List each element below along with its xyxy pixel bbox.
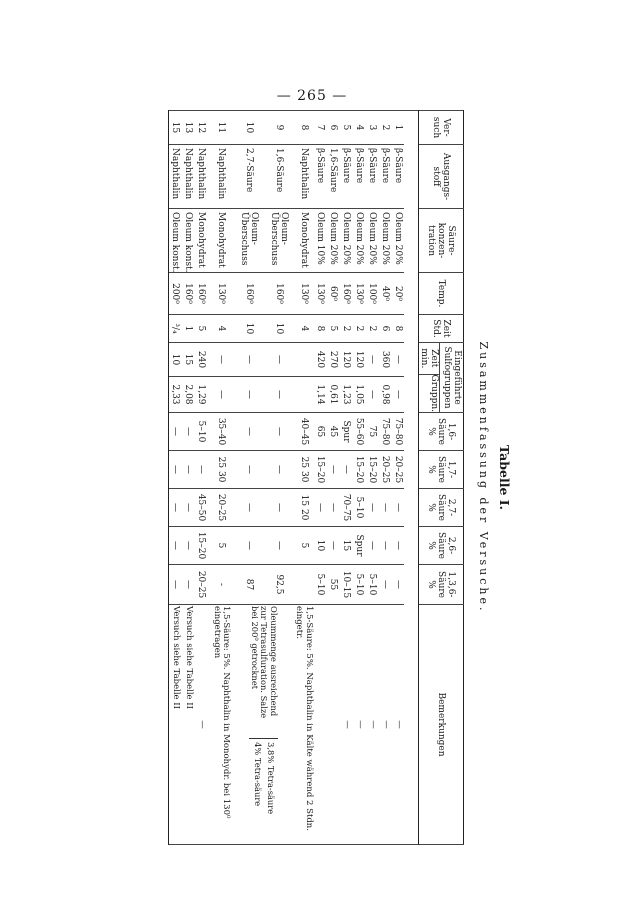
cell-nr: 12 <box>195 111 208 145</box>
cell-bem: — <box>365 605 378 845</box>
cell-grp: 0,98 <box>378 377 391 413</box>
cell-zmin: 10 <box>168 343 182 377</box>
cell-grp <box>294 377 314 413</box>
cell-bem: — <box>391 605 404 845</box>
cell-stoff: 1,6-Säure <box>264 145 294 209</box>
cell-s26: — <box>182 527 195 565</box>
cell-konz: Oleum konst. <box>182 209 195 273</box>
cell-nr: 15 <box>168 111 182 145</box>
cell-nr: 9 <box>264 111 294 145</box>
header-eingefuehrte <box>418 343 463 413</box>
cell-s26: — <box>168 527 182 565</box>
cell-zmin: 15 <box>182 343 195 377</box>
table-row <box>264 111 294 845</box>
cell-konz: Monohydrat <box>195 209 208 273</box>
cell-konz: Oleum 20% <box>391 209 404 273</box>
cell-s17: — <box>182 451 195 489</box>
cell-s16: 75–80 <box>391 413 404 451</box>
bem-right-bottom: 4% Tetra-säure <box>252 742 263 807</box>
cell-s16: 40–45 <box>294 413 314 451</box>
cell-s26: 5 <box>294 527 314 565</box>
cell-s16: 75–80 <box>378 413 391 451</box>
cell-temp: 60⁰ <box>326 273 339 315</box>
cell-s26: 5 <box>208 527 234 565</box>
cell-temp: 160⁰ <box>195 273 208 315</box>
cell-s16: Spur <box>339 413 352 451</box>
table-row <box>339 111 352 845</box>
cell-zeit: ³/₄ <box>168 315 182 343</box>
cell-temp: 130⁰ <box>208 273 234 315</box>
bem-brace <box>249 738 278 739</box>
cell-stoff: Naphthalin <box>294 145 314 209</box>
cell-s17: 20–25 <box>391 451 404 489</box>
cell-s17: — <box>168 451 182 489</box>
cell-zeit: 5 <box>326 315 339 343</box>
cell-konz: Oleum 20% <box>352 209 365 273</box>
cell-s26: — <box>365 527 378 565</box>
table-row <box>294 111 314 845</box>
cell-zeit: 10 <box>264 315 294 343</box>
cell-temp: 200⁰ <box>168 273 182 315</box>
cell-s16: 45 <box>326 413 339 451</box>
cell-s16: 75 <box>365 413 378 451</box>
cell-zmin: — <box>234 343 264 377</box>
cell-s27: — <box>365 489 378 527</box>
header-bemerkungen: Bemerkungen <box>418 605 463 845</box>
header-saeurekonzentration: Säure- konzen- tration <box>418 209 463 273</box>
cell-s26: — <box>391 527 404 565</box>
cell-temp: 130⁰ <box>294 273 314 315</box>
cell-temp: 160⁰ <box>234 273 264 315</box>
cell-zmin: 120 <box>339 343 352 377</box>
cell-temp: 130⁰ <box>352 273 365 315</box>
cell-s136: 5–10 <box>313 565 326 605</box>
cell-nr: 1 <box>391 111 404 145</box>
header-s17: 1,7- Säure % <box>418 451 463 489</box>
cell-grp: — <box>365 377 378 413</box>
cell-s26: 15–20 <box>195 527 208 565</box>
cell-s16: 65 <box>313 413 326 451</box>
header-s136: 1,3,6- Säure % <box>418 565 463 605</box>
cell-s136: 87 <box>234 565 264 605</box>
cell-s26: Spur <box>352 527 365 565</box>
cell-zmin: — <box>391 343 404 377</box>
table-row <box>208 111 234 845</box>
cell-grp: — <box>391 377 404 413</box>
table-row <box>391 111 404 845</box>
cell-konz: Oleum konst. <box>168 209 182 273</box>
cell-zeit: 4 <box>294 315 314 343</box>
cell-temp: 100⁰ <box>365 273 378 315</box>
cell-s136: 92,5 <box>264 565 294 605</box>
cell-stoff: β-Säure <box>339 145 352 209</box>
cell-stoff: β-Säure <box>352 145 365 209</box>
table-row <box>313 111 326 845</box>
cell-s26: 10 <box>313 527 326 565</box>
cell-temp: 160⁰ <box>264 273 294 315</box>
table-row <box>195 111 208 845</box>
cell-bem: — <box>352 605 365 845</box>
cell-bem: 1,5-Säure: 5%. Naphthalin in Kälte während 2 Stdn. eingetr. <box>294 605 314 845</box>
cell-bem: 1,5-Säure: 5%. Naphthalin in Monohydr. bei 130⁰ eingetragen <box>208 605 234 845</box>
cell-s17: 15–20 <box>313 451 326 489</box>
cell-zeit: 6 <box>378 315 391 343</box>
cell-bem: Versuch siehe Tabelle II <box>182 605 195 845</box>
cell-temp: 40⁰ <box>378 273 391 315</box>
bem-right-top: 3,8% Tetra-säure <box>266 742 277 815</box>
cell-s26: — <box>264 527 294 565</box>
cell-nr: 8 <box>294 111 314 145</box>
header-temp: Temp. <box>418 273 463 315</box>
cell-s27: — <box>264 489 294 527</box>
cell-konz: Oleum 20% <box>326 209 339 273</box>
cell-zmin: — <box>365 343 378 377</box>
cell-zeit: 4 <box>208 315 234 343</box>
cell-s27: — <box>168 489 182 527</box>
header-zeit: Zeit Std. <box>418 315 463 343</box>
cell-s136: 5–10 <box>352 565 365 605</box>
cell-nr: 5 <box>339 111 352 145</box>
cell-zeit: 8 <box>313 315 326 343</box>
cell-s17: 25 30 <box>208 451 234 489</box>
table-subtitle: Zusammenfassung der Versuche. <box>477 341 490 614</box>
cell-s27: 15 20 <box>294 489 314 527</box>
cell-zeit: 2 <box>365 315 378 343</box>
cell-bem: — <box>378 605 391 845</box>
cell-s17: 25 30 <box>294 451 314 489</box>
cell-s16: 5–10 <box>195 413 208 451</box>
cell-s17: — <box>264 451 294 489</box>
header-eingefuehrte-sub <box>419 343 440 412</box>
cell-stoff: 2,7-Säure <box>234 145 264 209</box>
cell-s136: 20–25 <box>195 565 208 605</box>
header-s26: 2,6- Säure % <box>418 527 463 565</box>
header-zeit-min: Zeit min. <box>418 348 440 369</box>
cell-grp: 2,33 <box>168 377 182 413</box>
cell-s16: — <box>168 413 182 451</box>
cell-nr: 10 <box>234 111 264 145</box>
cell-s136: — <box>182 565 195 605</box>
cell-s26: — <box>326 527 339 565</box>
cell-grp: 1,23 <box>339 377 352 413</box>
cell-konz: Monohydrat <box>208 209 234 273</box>
cell-konz: Oleum- Überschuss <box>264 209 294 273</box>
rotated-table-area <box>150 110 512 845</box>
cell-s136: — <box>391 565 404 605</box>
cell-nr: 11 <box>208 111 234 145</box>
cell-nr: 7 <box>313 111 326 145</box>
cell-s16: — <box>182 413 195 451</box>
table-row <box>404 111 418 845</box>
cell-s27: 5–10 <box>352 489 365 527</box>
cell-bem: — <box>195 605 208 845</box>
header-ausgangsstoff: Ausgangs- stoff <box>418 145 463 209</box>
cell-zeit: 5 <box>195 315 208 343</box>
bem-combined-left: Oleummenge ausreichend zur Tetrasulfuration. Salze bei 200⁰ getrocknet <box>249 606 279 719</box>
cell-s16: — <box>264 413 294 451</box>
cell-nr: 3 <box>365 111 378 145</box>
cell-zeit: 8 <box>391 315 404 343</box>
cell-s17: — <box>195 451 208 489</box>
cell-konz: Oleum- Überschuss <box>234 209 264 273</box>
cell-s27: 45–50 <box>195 489 208 527</box>
table-title: Tabelle I. <box>497 445 512 510</box>
cell-zmin: 420 <box>313 343 326 377</box>
cell-stoff: Naphthalin <box>208 145 234 209</box>
header-s16: 1,6- Säure % <box>418 413 463 451</box>
cell-s27: — <box>234 489 264 527</box>
cell-s17: — <box>326 451 339 489</box>
cell-stoff: Naphthalin <box>168 145 182 209</box>
cell-s27: — <box>313 489 326 527</box>
cell-stoff: β-Säure <box>378 145 391 209</box>
page-number: — 265 — <box>276 88 348 104</box>
cell-stoff: β-Säure <box>365 145 378 209</box>
cell-s26: — <box>234 527 264 565</box>
cell-grp: 2,08 <box>182 377 195 413</box>
bem-combined-right <box>250 742 277 843</box>
cell-grp: — <box>208 377 234 413</box>
cell-temp: 160⁰ <box>182 273 195 315</box>
cell-s27: — <box>378 489 391 527</box>
cell-s136: — <box>168 565 182 605</box>
cell-zmin: — <box>264 343 294 377</box>
table-header-row <box>418 111 463 845</box>
cell-konz: Oleum 10% <box>313 209 326 273</box>
cell-s26: — <box>378 527 391 565</box>
cell-stoff: Naphthalin <box>182 145 195 209</box>
cell-s17: 15–20 <box>365 451 378 489</box>
cell-s17: — <box>234 451 264 489</box>
cell-konz: Oleum 20% <box>378 209 391 273</box>
cell-stoff: β-Säure <box>391 145 404 209</box>
cell-s17: 20–25 <box>378 451 391 489</box>
cell-s136: 10–15 <box>339 565 352 605</box>
cell-nr: 13 <box>182 111 195 145</box>
cell-s27: — <box>391 489 404 527</box>
cell-s27: — <box>182 489 195 527</box>
cell-s16: 35–40 <box>208 413 234 451</box>
cell-nr: 2 <box>378 111 391 145</box>
cell-stoff: β-Säure <box>313 145 326 209</box>
table-row <box>365 111 378 845</box>
cell-grp: — <box>234 377 264 413</box>
cell-zmin <box>294 343 314 377</box>
header-eingefuehrte-label: Eingeführte Sulfogruppen <box>439 343 463 412</box>
cell-zmin: 120 <box>352 343 365 377</box>
cell-konz: Monohydrat <box>294 209 314 273</box>
bem-combined <box>249 606 278 843</box>
data-table <box>168 110 464 845</box>
cell-s27: — <box>326 489 339 527</box>
cell-temp: 160⁰ <box>339 273 352 315</box>
cell-bem: — <box>339 605 352 845</box>
header-versuch: Ver- such <box>418 111 463 145</box>
cell-s27: 70–75 <box>339 489 352 527</box>
table-row <box>352 111 365 845</box>
cell-nr: 6 <box>326 111 339 145</box>
cell-zeit: 2 <box>339 315 352 343</box>
table-row <box>326 111 339 845</box>
cell-zeit: 10 <box>234 315 264 343</box>
cell-nr: 4 <box>352 111 365 145</box>
header-gruppen: Gruppn. <box>419 374 440 412</box>
cell-konz: Oleum 20% <box>339 209 352 273</box>
cell-s27: 20–25 <box>208 489 234 527</box>
cell-grp: 1,14 <box>313 377 326 413</box>
cell-s136: — <box>378 565 391 605</box>
cell-s26: 15 <box>339 527 352 565</box>
cell-zmin: 270 <box>326 343 339 377</box>
cell-s16: 55–60 <box>352 413 365 451</box>
rotated-content <box>150 110 512 845</box>
cell-s136: 55 <box>326 565 339 605</box>
cell-grp: 1,29 <box>195 377 208 413</box>
table-row <box>168 111 182 845</box>
cell-bem <box>313 605 326 845</box>
cell-zmin: — <box>208 343 234 377</box>
cell-s136 <box>294 565 314 605</box>
cell-grp: 0,61 <box>326 377 339 413</box>
table-row <box>182 111 195 845</box>
cell-s17: — <box>339 451 352 489</box>
cell-konz: Oleum 20% <box>365 209 378 273</box>
cell-bem-combined <box>234 605 294 845</box>
cell-stoff: Naphthalin <box>195 145 208 209</box>
cell-zeit: 2 <box>352 315 365 343</box>
cell-stoff: 1,6-Säure <box>326 145 339 209</box>
cell-temp: 20⁰ <box>391 273 404 315</box>
cell-grp: 1,05 <box>352 377 365 413</box>
cell-s136: - <box>208 565 234 605</box>
cell-temp: 130⁰ <box>313 273 326 315</box>
cell-bem: Versuch siehe Tabelle II <box>168 605 182 845</box>
header-s27: 2,7- Säure % <box>418 489 463 527</box>
cell-grp: — <box>264 377 294 413</box>
cell-zeit: 1 <box>182 315 195 343</box>
cell-s16: — <box>234 413 264 451</box>
table-row <box>378 111 391 845</box>
cell-bem <box>326 605 339 845</box>
cell-zmin: 360 <box>378 343 391 377</box>
cell-zmin: 240 <box>195 343 208 377</box>
cell-s17: 15–20 <box>352 451 365 489</box>
cell-s136: 5–10 <box>365 565 378 605</box>
